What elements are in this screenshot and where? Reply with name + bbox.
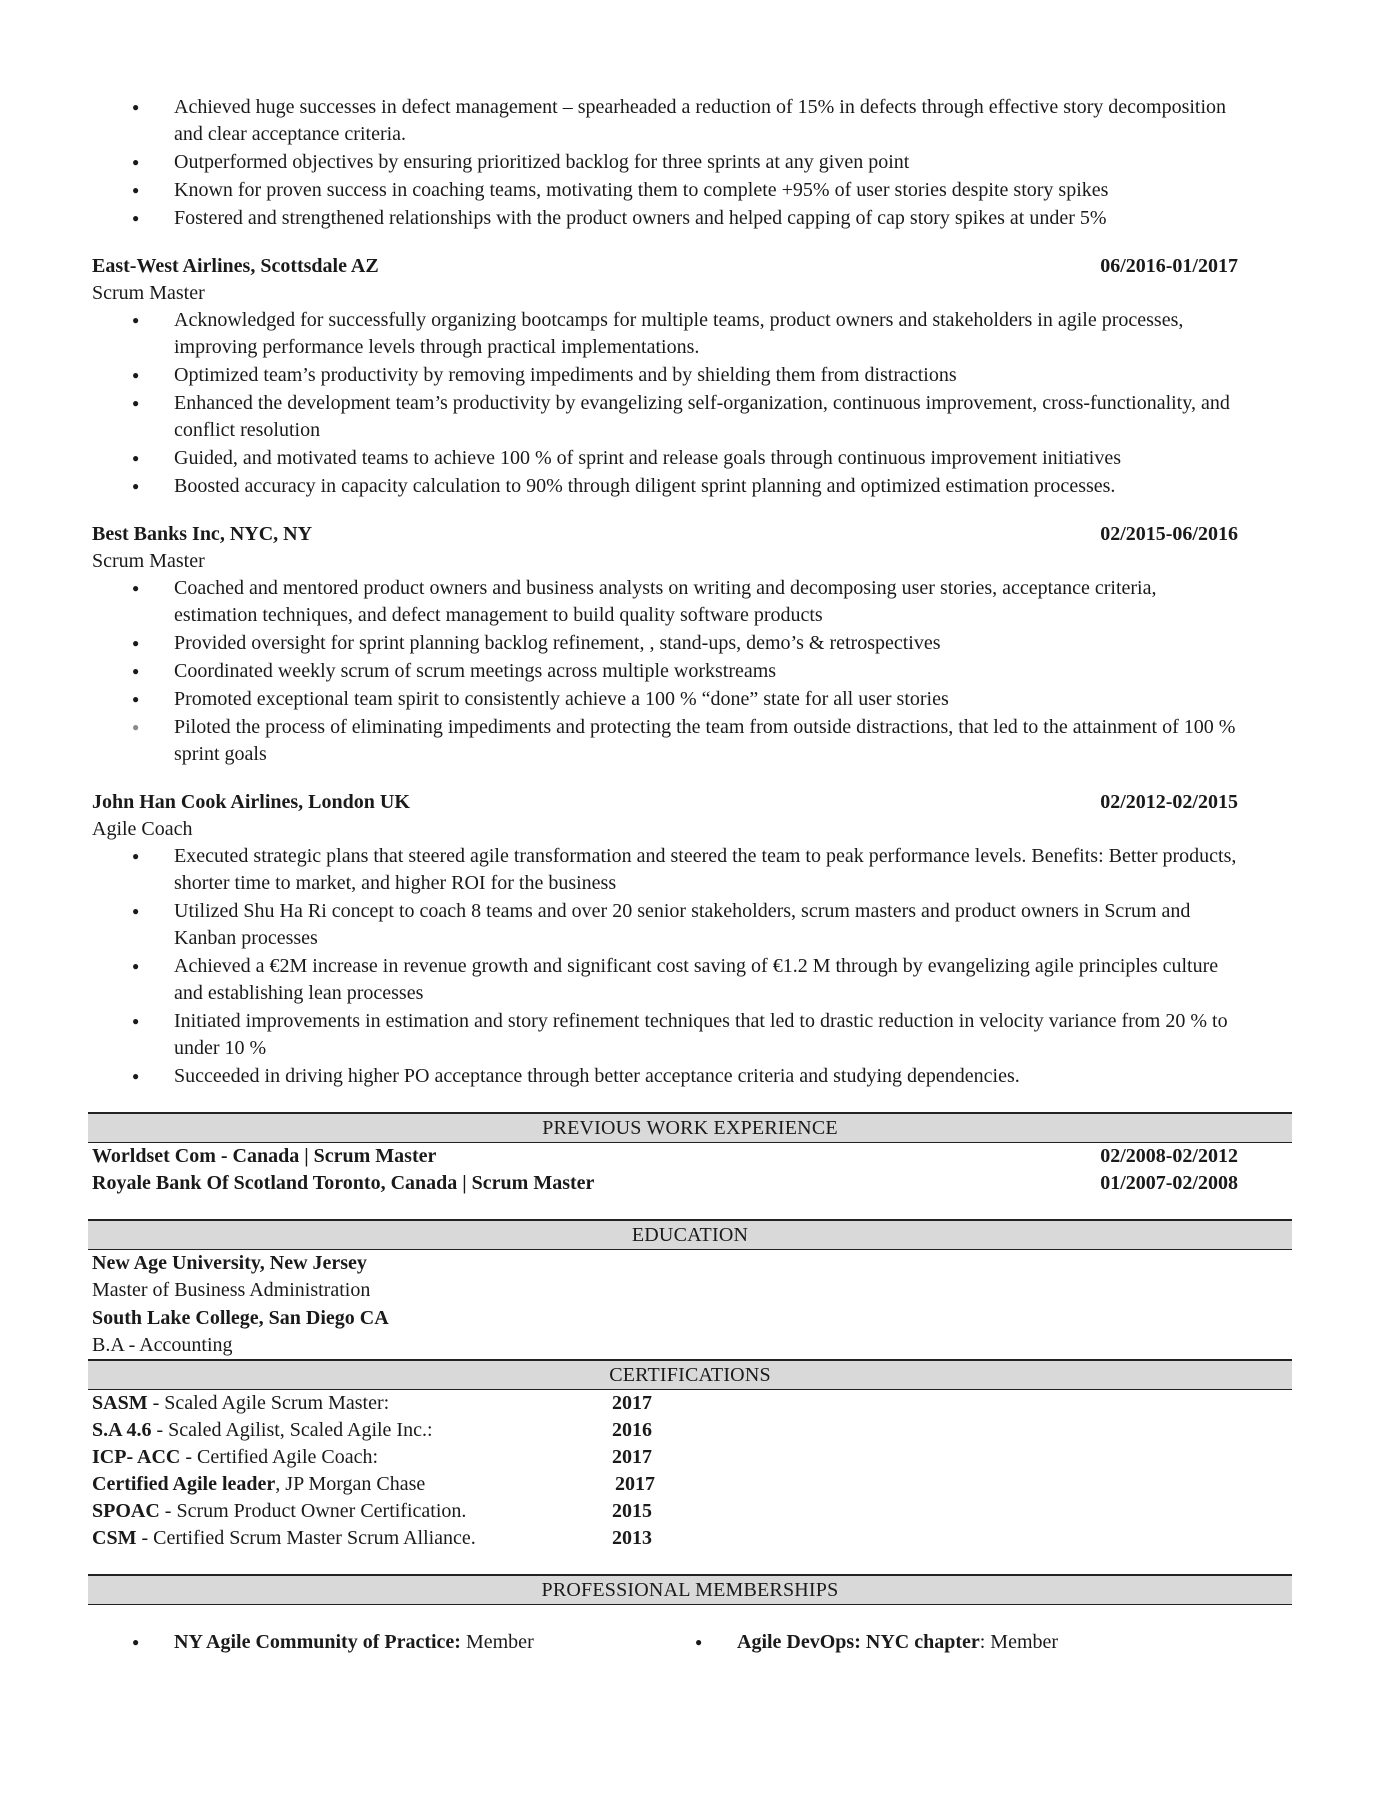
- job-dates: 06/2016-01/2017: [1100, 255, 1238, 277]
- list-item: ● Succeeded in driving higher PO acceptance through better acceptance criteria and studying dependencies.: [92, 1063, 1238, 1090]
- education-school: New Age University, New Jersey: [92, 1252, 367, 1274]
- job-dates: 02/2015-06/2016: [1100, 523, 1238, 545]
- membership-role: : Member: [979, 1631, 1059, 1653]
- job-role: Scrum Master: [92, 550, 205, 572]
- previous-job-row: [92, 1170, 1238, 1197]
- certification-code: CSM: [92, 1527, 137, 1549]
- job-bullet-list: [92, 307, 1238, 500]
- certification-year: 2013: [612, 1527, 652, 1549]
- list-item: ● Coached and mentored product owners and business analysts on writing and decomposing user stories, acceptance criteria, estimation techniques, and defect management to build quality software products: [92, 575, 1238, 629]
- memberships-list: [92, 1629, 1238, 1657]
- certification-desc: - Scaled Agilist, Scaled Agile Inc.:: [151, 1419, 433, 1441]
- previous-job-dates: 01/2007-02/2008: [1100, 1172, 1238, 1194]
- certification-code: SASM: [92, 1392, 148, 1414]
- job-company: Best Banks Inc, NYC, NY: [92, 523, 313, 545]
- certification-row: [92, 1417, 1238, 1444]
- resume-content: [92, 94, 1238, 1657]
- certification-year: 2017: [612, 1446, 652, 1468]
- membership-column: [92, 1629, 675, 1657]
- job-company: John Han Cook Airlines, London UK: [92, 791, 410, 813]
- education-degree: Master of Business Administration: [92, 1279, 371, 1301]
- list-item: ● Boosted accuracy in capacity calculation to 90% through diligent sprint planning and optimized estimation processes.: [92, 473, 1238, 500]
- list-item: ● Optimized team’s productivity by removing impediments and by shielding them from distractions: [92, 362, 1238, 389]
- section-header-education: EDUCATION: [88, 1219, 1292, 1250]
- education-degree: B.A - Accounting: [92, 1334, 233, 1356]
- certification-name: [92, 1498, 612, 1525]
- list-item: ● Coordinated weekly scrum of scrum meetings across multiple workstreams: [92, 658, 1238, 685]
- certification-row: [92, 1444, 1238, 1471]
- certification-name: [92, 1525, 612, 1552]
- list-item: [655, 1629, 1238, 1656]
- job-bullet-list: [92, 843, 1238, 1090]
- certification-year: 2016: [612, 1419, 652, 1441]
- job-east-west-airlines: [92, 253, 1238, 500]
- list-item: ● Achieved huge successes in defect management – spearheaded a reduction of 15% in defects through effective story decomposition and clear acceptance criteria.: [92, 94, 1238, 148]
- job-header: [92, 253, 1238, 280]
- certification-name: [92, 1444, 612, 1471]
- certification-name: [92, 1471, 615, 1498]
- certification-year: 2017: [612, 1392, 652, 1414]
- job-dates: 02/2012-02/2015: [1100, 791, 1238, 813]
- section-header-certifications: CERTIFICATIONS: [88, 1359, 1292, 1390]
- list-item: ● Enhanced the development team’s productivity by evangelizing self-organization, continuous improvement, cross-functionality, and conflict resolution: [92, 390, 1238, 444]
- list-item: [92, 1629, 675, 1656]
- previous-job-title: Royale Bank Of Scotland Toronto, Canada | Scrum Master: [92, 1172, 595, 1194]
- list-item: ● Fostered and strengthened relationships with the product owners and helped capping of cap story spikes at under 5%: [92, 205, 1238, 232]
- section-header-memberships: PROFESSIONAL MEMBERSHIPS: [88, 1574, 1292, 1605]
- job-role: Agile Coach: [92, 818, 193, 840]
- job-role: Scrum Master: [92, 282, 205, 304]
- membership-name: Agile DevOps: NYC chapter: [737, 1631, 980, 1653]
- certification-name: [92, 1417, 612, 1444]
- intro-bullet-list: [92, 94, 1238, 232]
- job-bullet-list: [92, 575, 1238, 768]
- list-item: ● Initiated improvements in estimation and story refinement techniques that led to drastic reduction in velocity variance from 20 % to under 10 %: [92, 1008, 1238, 1062]
- certification-desc: - Certified Agile Coach:: [180, 1446, 379, 1468]
- certification-row: [92, 1471, 1238, 1498]
- membership-column: [655, 1629, 1238, 1657]
- section-header-previous-work: PREVIOUS WORK EXPERIENCE: [88, 1112, 1292, 1143]
- education-school: South Lake College, San Diego CA: [92, 1307, 389, 1329]
- certification-row: [92, 1525, 1238, 1552]
- job-company: East-West Airlines, Scottsdale AZ: [92, 255, 379, 277]
- certification-row: [92, 1498, 1238, 1525]
- certification-code: SPOAC: [92, 1500, 160, 1522]
- certification-year: 2015: [612, 1500, 652, 1522]
- certification-desc: - Scrum Product Owner Certification.: [159, 1500, 467, 1522]
- certification-code: S.A 4.6: [92, 1419, 152, 1441]
- certification-row: [92, 1390, 1238, 1417]
- list-item: ● Piloted the process of eliminating impediments and protecting the team from outside distractions, that led to the attainment of 100 % sprint goals: [92, 714, 1238, 768]
- previous-job-title: Worldset Com - Canada | Scrum Master: [92, 1145, 437, 1167]
- list-item: ● Acknowledged for successfully organizing bootcamps for multiple teams, product owners and stakeholders in agile processes, improving performance levels through practical implementations.: [92, 307, 1238, 361]
- list-item: ● Promoted exceptional team spirit to consistently achieve a 100 % “done” state for all user stories: [92, 686, 1238, 713]
- list-item: ● Guided, and motivated teams to achieve 100 % of sprint and release goals through continuous improvement initiatives: [92, 445, 1238, 472]
- list-item: ● Achieved a €2M increase in revenue growth and significant cost saving of €1.2 M through by evangelizing agile principles culture and establishing lean processes: [92, 953, 1238, 1007]
- certification-desc: - Scaled Agile Scrum Master:: [147, 1392, 390, 1414]
- certification-desc: - Certified Scrum Master Scrum Alliance.: [136, 1527, 476, 1549]
- job-header: [92, 789, 1238, 816]
- job-header: [92, 521, 1238, 548]
- list-item: ● Outperformed objectives by ensuring prioritized backlog for three sprints at any given point: [92, 149, 1238, 176]
- job-best-banks: [92, 521, 1238, 768]
- certification-code: ICP- ACC: [92, 1446, 181, 1468]
- membership-role: Member: [460, 1631, 534, 1653]
- list-item: ● Provided oversight for sprint planning backlog refinement, , stand-ups, demo’s & retrospectives: [92, 630, 1238, 657]
- certification-desc: , JP Morgan Chase: [275, 1473, 426, 1495]
- list-item: ● Executed strategic plans that steered agile transformation and steered the team to peak performance levels. Benefits: Better products, shorter time to market, and higher ROI for the business: [92, 843, 1238, 897]
- previous-job-row: [92, 1143, 1238, 1170]
- membership-name: NY Agile Community of Practice:: [174, 1631, 461, 1653]
- certification-code: Certified Agile leader: [92, 1473, 276, 1495]
- previous-job-dates: 02/2008-02/2012: [1100, 1145, 1238, 1167]
- list-item: ● Known for proven success in coaching teams, motivating them to complete +95% of user stories despite story spikes: [92, 177, 1238, 204]
- certification-year: 2017: [615, 1473, 655, 1495]
- certification-name: [92, 1390, 612, 1417]
- list-item: ● Utilized Shu Ha Ri concept to coach 8 teams and over 20 senior stakeholders, scrum masters and product owners in Scrum and Kanban processes: [92, 898, 1238, 952]
- job-john-han-cook-airlines: [92, 789, 1238, 1090]
